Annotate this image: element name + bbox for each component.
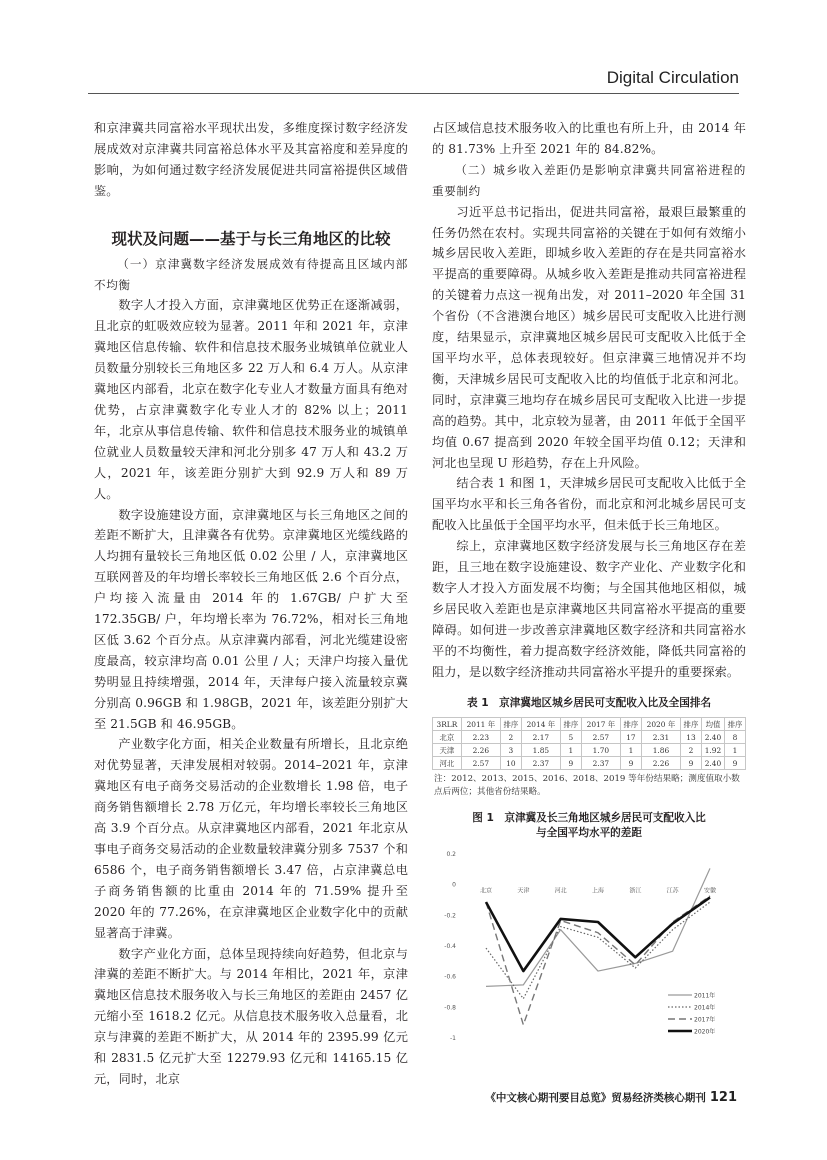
table-cell: 天津 [433, 744, 462, 757]
journal-section-title: Digital Circulation [606, 68, 739, 87]
table-cell: 13 [681, 731, 702, 744]
table-cell: 河北 [433, 757, 462, 770]
paragraph: 综上，京津冀地区数字经济发展与长三角地区存在差距，且三地在数字设施建设、数字产业化、产业数字化和数字人才投入方面发展不均衡；与全国其他地区相似，城乡居民收入差距也是京津冀地区共同富裕水平提高的重要障碍。如何进一步改善京津冀地区数字经济和共同富裕水平的不均衡性，着力提高数字经济效能，降低共同富裕的阻力，是以数字经济推动共同富裕水平提升的重要探索。 [432, 539, 746, 679]
y-tick-label: 0 [452, 882, 456, 890]
series-line [486, 896, 710, 1025]
x-category-label: 浙江 [629, 888, 642, 896]
y-tick-label: -0.6 [444, 974, 456, 982]
paragraph: 占区域信息技术服务收入的比重也有所上升，由 2014 年的 81.73% 上升至 2021 年的 84.82%。 [432, 121, 746, 156]
page-number: 121 [709, 1090, 737, 1105]
table-header-cell: 2017 年 [581, 718, 620, 731]
paragraph: 和京津冀共同富裕水平现状出发，多维度探讨数字经济发展成效对京津冀共同富裕总体水平及其富裕度和差异度的影响，为如何通过数字经济发展促进共同富裕提供区域借鉴。 [94, 121, 408, 198]
table-cell: 17 [620, 731, 641, 744]
y-tick-label: 0.2 [446, 851, 456, 859]
paragraph: 结合表 1 和图 1，天津城乡居民可支配收入比低于全国平均水平和长三角各省份，而北京和河北城乡居民可支配收入比虽低于全国平均水平，但未低于长三角地区。 [432, 476, 746, 533]
table-cell: 10 [500, 757, 521, 770]
legend-label: 2011年 [694, 992, 716, 1000]
right-column [432, 118, 746, 1045]
x-category-label: 上海 [591, 888, 605, 896]
figure-caption-line: 图 1 京津冀及长三角地区城乡居民可支配收入比 [472, 812, 706, 825]
figure-caption-line: 与全国平均水平的差距 [536, 827, 642, 840]
table-cell: 2.40 [701, 757, 724, 770]
legend-label: 2014年 [694, 1004, 716, 1012]
table-cell: 2 [681, 744, 702, 757]
series-line [486, 898, 710, 972]
table-header-cell: 排序 [560, 718, 581, 731]
table-cell: 1.92 [701, 744, 724, 757]
series-line [486, 903, 710, 1000]
page-footer [485, 1090, 737, 1105]
table-cell: 9 [560, 757, 581, 770]
table-cell: 2.37 [521, 757, 560, 770]
table-cell: 9 [725, 757, 746, 770]
series-line [486, 869, 710, 987]
table-cell: 1.86 [641, 744, 680, 757]
y-tick-label: -0.8 [444, 1004, 456, 1012]
table-cell: 2.26 [641, 757, 680, 770]
table-cell: 2.26 [461, 744, 500, 757]
table-cell: 3 [500, 744, 521, 757]
table-cell: 9 [620, 757, 641, 770]
table-header-cell: 排序 [681, 718, 702, 731]
paragraph: 产业数字化方面，相关企业数量有所增长，且北京绝对优势显著，天津发展相对较弱。2014–2021 年，京津冀地区有电子商务交易活动的企业数增长 1.98 倍，电子商务销售额增长 2.78 万亿元，年均增长率较长三角地区高 3.9 个百分点。从京津冀地区内部看，2021 年北京从事电子商务交易活动的企业数量较津冀分别多 7537 个和 6586 个，电子商务销售额增长 3.47 倍，占京津冀总电子商务销售额的比重由 2014 年的 71.59% 提升至 2020 年的 77.26%，在京津冀地区企业数字化中的贡献显著高于津冀。 [94, 737, 408, 940]
table-row [433, 757, 746, 770]
table-header-cell: 3RLR [433, 718, 462, 731]
table-cell: 2.37 [581, 757, 620, 770]
table-header-cell: 排序 [725, 718, 746, 731]
table-cell: 2.40 [701, 731, 724, 744]
figure-caption [432, 811, 746, 841]
table-header-cell: 2011 年 [461, 718, 500, 731]
x-category-label: 北京 [479, 888, 493, 896]
legend-label: 2020年 [694, 1028, 716, 1036]
x-category-label: 天津 [517, 888, 530, 896]
paragraph: 数字人才投入方面，京津冀地区优势正在逐渐减弱，且北京的虹吸效应较为显著。2011 年和 2021 年，京津冀地区信息传输、软件和信息技术服务业城镇单位就业人员数量分别较长三角地区多 22 万人和 6.4 万人。从京津冀地区内部看，北京在数字化专业人才数量方面具有绝对优势，占京津冀数字化专业人才的 82% 以上；2011 年，北京从事信息传输、软件和信息技术服务业的城镇单位就业人员数量较天津和河北分别多 47 万人和 43.2 万人，2021 年，该差距分别扩大到 92.9 万人和 89 万人。 [94, 298, 408, 501]
table-cell: 北京 [433, 731, 462, 744]
income-ratio-table [432, 717, 746, 770]
table-cell: 8 [725, 731, 746, 744]
section-title: 现状及问题——基于与长三角地区的比较 [111, 229, 391, 248]
table-cell: 2 [500, 731, 521, 744]
subsection-title: （一）京津冀数字经济发展成效有待提高且区域内部不均衡 [94, 256, 408, 292]
table-header-cell: 排序 [620, 718, 641, 731]
left-column [94, 118, 408, 1090]
table-cell: 1 [560, 744, 581, 757]
table-cell: 2.23 [461, 731, 500, 744]
table-row [433, 744, 746, 757]
table-header-row [433, 718, 746, 731]
table-cell: 1.85 [521, 744, 560, 757]
journal-name: 《中文核心期刊要目总览》贸易经济类核心期刊 [485, 1092, 706, 1104]
table-header-cell: 2020 年 [641, 718, 680, 731]
table-header-cell: 排序 [500, 718, 521, 731]
table-cell: 2.31 [641, 731, 680, 744]
table-row [433, 731, 746, 744]
y-tick-label: -0.2 [444, 912, 456, 920]
table-cell: 1 [725, 744, 746, 757]
table-header-cell: 2014 年 [521, 718, 560, 731]
table-cell: 2.57 [461, 757, 500, 770]
y-tick-label: -1 [450, 1035, 456, 1043]
table-header-cell: 均值 [701, 718, 724, 731]
paragraph: 数字设施建设方面，京津冀地区与长三角地区之间的差距不断扩大，且津冀各有优势。京津冀地区光缆线路的人均拥有量较长三角地区低 0.02 公里 / 人，京津冀地区互联网普及的年均增长率较长三角地区低 2.6 个百分点，户均接入流量由 2014 年的 1.67GB/ 户扩大至 172.35GB/ 户，年均增长率为 76.72%，相对长三角地区低 3.62 个百分点。从京津冀内部看，河北光缆建设密度最高，较京津均高 0.01 公里 / 人；天津户均接入量优势明显且持续增强，2014 年，天津每户接入流量较京冀分别高 0.96GB 和 1.98GB，2021 年，该差距分别扩大至 21.5GB 和 46.95GB。 [94, 507, 408, 731]
x-category-label: 安徽 [703, 888, 717, 896]
table-cell: 9 [681, 757, 702, 770]
paragraph: 习近平总书记指出，促进共同富裕，最艰巨最繁重的任务仍然在农村。实现共同富裕的关键在于如何有效缩小城乡居民收入差距，即城乡收入差距的存在是共同富裕水平提高的重要障碍。从城乡收入差距是推动共同富裕进程的关键着力点这一视角出发，对 2011–2020 年全国 31 个省份（不含港澳台地区）城乡居民可支配收入比进行测度，结果显示，京津冀地区城乡居民可支配收入比低于全国平均水平，总体表现较好。但京津冀三地情况并不均衡，天津城乡居民可支配收入比的均值低于北京和河北。同时，京津冀三地均存在城乡居民可支配收入比进一步提高的趋势。其中，北京较为显著，由 2011 年低于全国平均值 0.67 提高到 2020 年较全国平均值 0.12；天津和河北也呈现 U 形趋势，存在上升风险。 [432, 204, 746, 470]
table-cell: 5 [560, 731, 581, 744]
y-tick-label: -0.4 [444, 943, 456, 951]
x-category-label: 江苏 [666, 888, 679, 896]
table-cell: 1.70 [581, 744, 620, 757]
table-cell: 2.17 [521, 731, 560, 744]
table-cell: 1 [620, 744, 641, 757]
header-divider [88, 93, 739, 94]
table-body [433, 731, 746, 770]
table-cell: 2.57 [581, 731, 620, 744]
legend-label: 2017年 [694, 1016, 716, 1024]
x-category-label: 河北 [554, 888, 567, 896]
subsection-title: （二）城乡收入差距仍是影响京津冀共同富裕进程的重要制约 [432, 162, 746, 198]
table-note: 注：2012、2013、2015、2016、2018、2019 等年份结果略；测度值取小数点后两位；其他省份结果略。 [434, 774, 740, 798]
income-gap-line-chart [432, 845, 746, 1045]
table-caption: 表 1 京津冀地区城乡居民可支配收入比及全国排名 [466, 697, 712, 710]
paragraph: 数字产业化方面，总体呈现持续向好趋势，但北京与津冀的差距不断扩大。与 2014 年相比，2021 年，京津冀地区信息技术服务收入与长三角地区的差距由 2457 亿元缩小至 1618.2 亿元。从信息技术服务收入总量看，北京与津冀的差距不断扩大，从 2014 年的 2395.99 亿元和 2831.5 亿元扩大至 12279.93 亿元和 14165.15 亿元，同时，北京 [94, 946, 408, 1086]
